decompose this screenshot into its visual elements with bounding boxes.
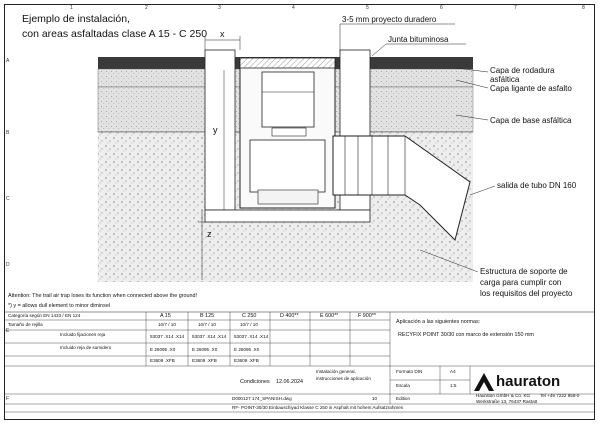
- callout-support-3: los requisitos del proyecto: [480, 289, 573, 298]
- grid-col-5: 5: [366, 5, 369, 11]
- class-a15: A 15: [160, 313, 171, 319]
- callout-wearing-course-2: asfáltica: [490, 75, 520, 84]
- grid-col-4: 4: [292, 5, 295, 11]
- row4-a15: E3609 .XFB: [150, 358, 175, 363]
- row3-b125: E 26095 .X0: [192, 347, 218, 352]
- class-d400: D 400**: [280, 313, 299, 319]
- row2-c250: 53037 .X14 .X14: [234, 334, 269, 339]
- grid-col-6: 6: [440, 5, 443, 11]
- install-instructions-1: Instalación general,: [316, 369, 356, 374]
- grating: [240, 58, 335, 68]
- row1-c250: 10/7 / 10: [240, 322, 258, 327]
- dim-x: x: [220, 29, 225, 39]
- drawing-date: 12.06.2024: [276, 379, 303, 385]
- brand-mark-icon: [474, 373, 494, 391]
- concrete-base: [205, 210, 370, 222]
- brand-address-2: Werkstraße 13, 76437 Rastatt: [476, 399, 538, 404]
- title-line-2: con areas asfaltadas clase A 15 - C 250: [22, 28, 208, 40]
- concrete-surround-left: [205, 50, 235, 210]
- row1-a15: 10/7 / 10: [158, 322, 176, 327]
- class-f900: F 900**: [358, 313, 376, 319]
- class-b125: B 125: [200, 313, 215, 319]
- table-row2-label: Incluido fijaciones reja: [60, 332, 106, 337]
- table-row1-label: Tamaño de rejilla: [8, 322, 43, 327]
- callout-binder-course: Capa ligante de asfalto: [490, 84, 572, 93]
- format-label: Formato DIN: [396, 369, 423, 374]
- callout-wearing-course: Capa de rodadura: [490, 66, 555, 75]
- class-e600: E 600**: [320, 313, 339, 319]
- callout-support-1: Estructura de soporte de: [480, 267, 568, 276]
- grid-row-d: D: [6, 262, 10, 268]
- row1-b125: 10/7 / 10: [198, 322, 216, 327]
- row2-a15: 53037 .X14 .X14: [150, 334, 185, 339]
- brand-address-1: Hauraton GmbH & Co. KG: [476, 393, 531, 398]
- row4-b125: E3609 .XFB: [192, 358, 217, 363]
- format-value: A4: [450, 369, 456, 374]
- trap: [250, 140, 325, 192]
- row2-b125: 53037 .X14 .X14: [192, 334, 227, 339]
- conditions-label: Condiciones: [240, 379, 270, 385]
- sheet-number: 10: [372, 396, 378, 401]
- dim-z: z: [207, 229, 212, 239]
- footer-description: RF- POINT-30/30 Einbauschiyad Klasse C 250 in Asphalt mit hohem Aufsatzrahmen: [232, 405, 404, 410]
- brand-name: hauraton: [496, 373, 561, 390]
- grid-row-a: A: [6, 58, 10, 64]
- grid-row-e: E: [6, 328, 10, 334]
- callout-support-2: carga para cumplir con: [480, 278, 562, 287]
- callout-base-course: Capa de base asfáltica: [490, 116, 572, 125]
- grid-col-1: 1: [70, 5, 73, 11]
- title-line-1: Ejemplo de instalación,: [22, 13, 130, 25]
- row3-c250: E 26095 .X0: [234, 347, 260, 352]
- table-category-label: Categoría según EN 1433 / EN 124: [8, 313, 81, 318]
- grid-col-8: 8: [582, 5, 585, 11]
- class-c250: C 250: [242, 313, 257, 319]
- document-number: D000127 174_SPANISH.dwg: [232, 396, 292, 401]
- brand-logo: [474, 372, 592, 392]
- install-instructions-2: instrucciones de aplicación: [316, 376, 371, 381]
- grid-row-f: F: [6, 396, 10, 402]
- grid-col-3: 3: [218, 5, 221, 11]
- applies-standards: Aplicación a las siguientes normas:: [396, 319, 481, 325]
- grid-col-7: 7: [514, 5, 517, 11]
- table-row3-label: Incluido reja de sumidero: [60, 345, 112, 350]
- edition-label: Edition: [396, 396, 411, 401]
- sediment-bucket: [262, 72, 314, 127]
- row4-c250: E3609 .XFB: [234, 358, 259, 363]
- scale-value: 1:5: [450, 383, 457, 388]
- note-y-dimension: *) y = allows dull element to minor diminsel: [8, 303, 111, 309]
- dim-y: y: [213, 125, 218, 135]
- callout-bitumen-joint: Junta bituminosa: [388, 35, 449, 44]
- callout-pipe-outlet: salida de tubo DN 160: [497, 181, 577, 190]
- callout-joint-gap: 3-5 mm proyecto duradero: [342, 15, 437, 24]
- scale-label: Escala: [396, 383, 410, 388]
- grid-row-c: C: [6, 196, 10, 202]
- product-name: RECYFIX POINT 30/30 con marco de extensión 150 mm: [398, 332, 534, 338]
- brand-phone: Tel +49 7222 958-0: [540, 393, 580, 398]
- grid-row-b: B: [6, 130, 10, 136]
- grid-col-2: 2: [145, 5, 148, 11]
- note-attention: Attention: The trail air trap loses its function when connected above the ground!: [8, 293, 197, 299]
- row3-a15: E 26095 .X0: [150, 347, 176, 352]
